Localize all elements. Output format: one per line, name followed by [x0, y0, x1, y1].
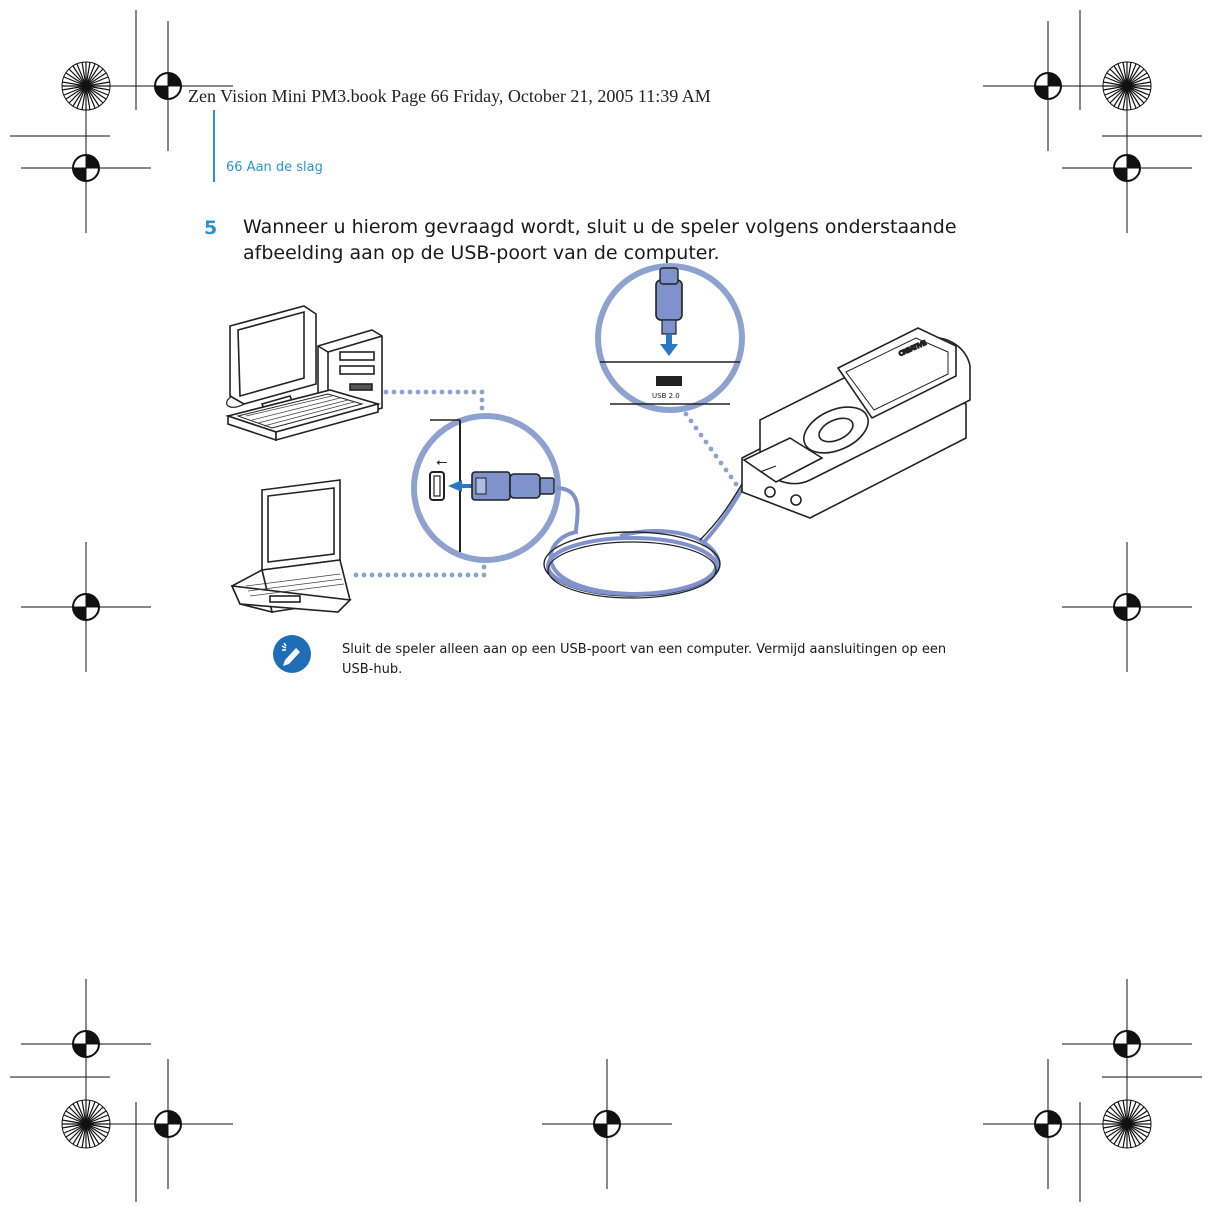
book-header: Zen Vision Mini PM3.book Page 66 Friday, October 21, 2005 11:39 AM — [188, 86, 711, 106]
usb-cable — [544, 484, 744, 598]
note-icon — [272, 634, 312, 674]
usb-symbol-icon: ⭠ — [436, 454, 448, 470]
media-player-icon — [742, 328, 970, 518]
step-text: Wanneer u hierom gevraagd wordt, sluit u de speler volgens onderstaande afbeelding aan op de USB-poort van de computer. — [243, 216, 957, 264]
note-text: Sluit de speler alleen aan op een USB-poort van een computer. Vermijd aansluitingen op een USB-hub. — [342, 642, 947, 677]
desktop-computer-icon — [227, 306, 382, 440]
mini-usb-callout — [598, 266, 742, 410]
usb-a-callout — [414, 416, 558, 560]
step-number: 5 — [204, 217, 218, 239]
brand-label: CREATIVE — [897, 339, 928, 358]
laptop-icon — [232, 480, 350, 612]
running-head: 66 Aan de slag — [226, 160, 323, 175]
usb-version-label: USB 2.0 — [652, 392, 680, 400]
